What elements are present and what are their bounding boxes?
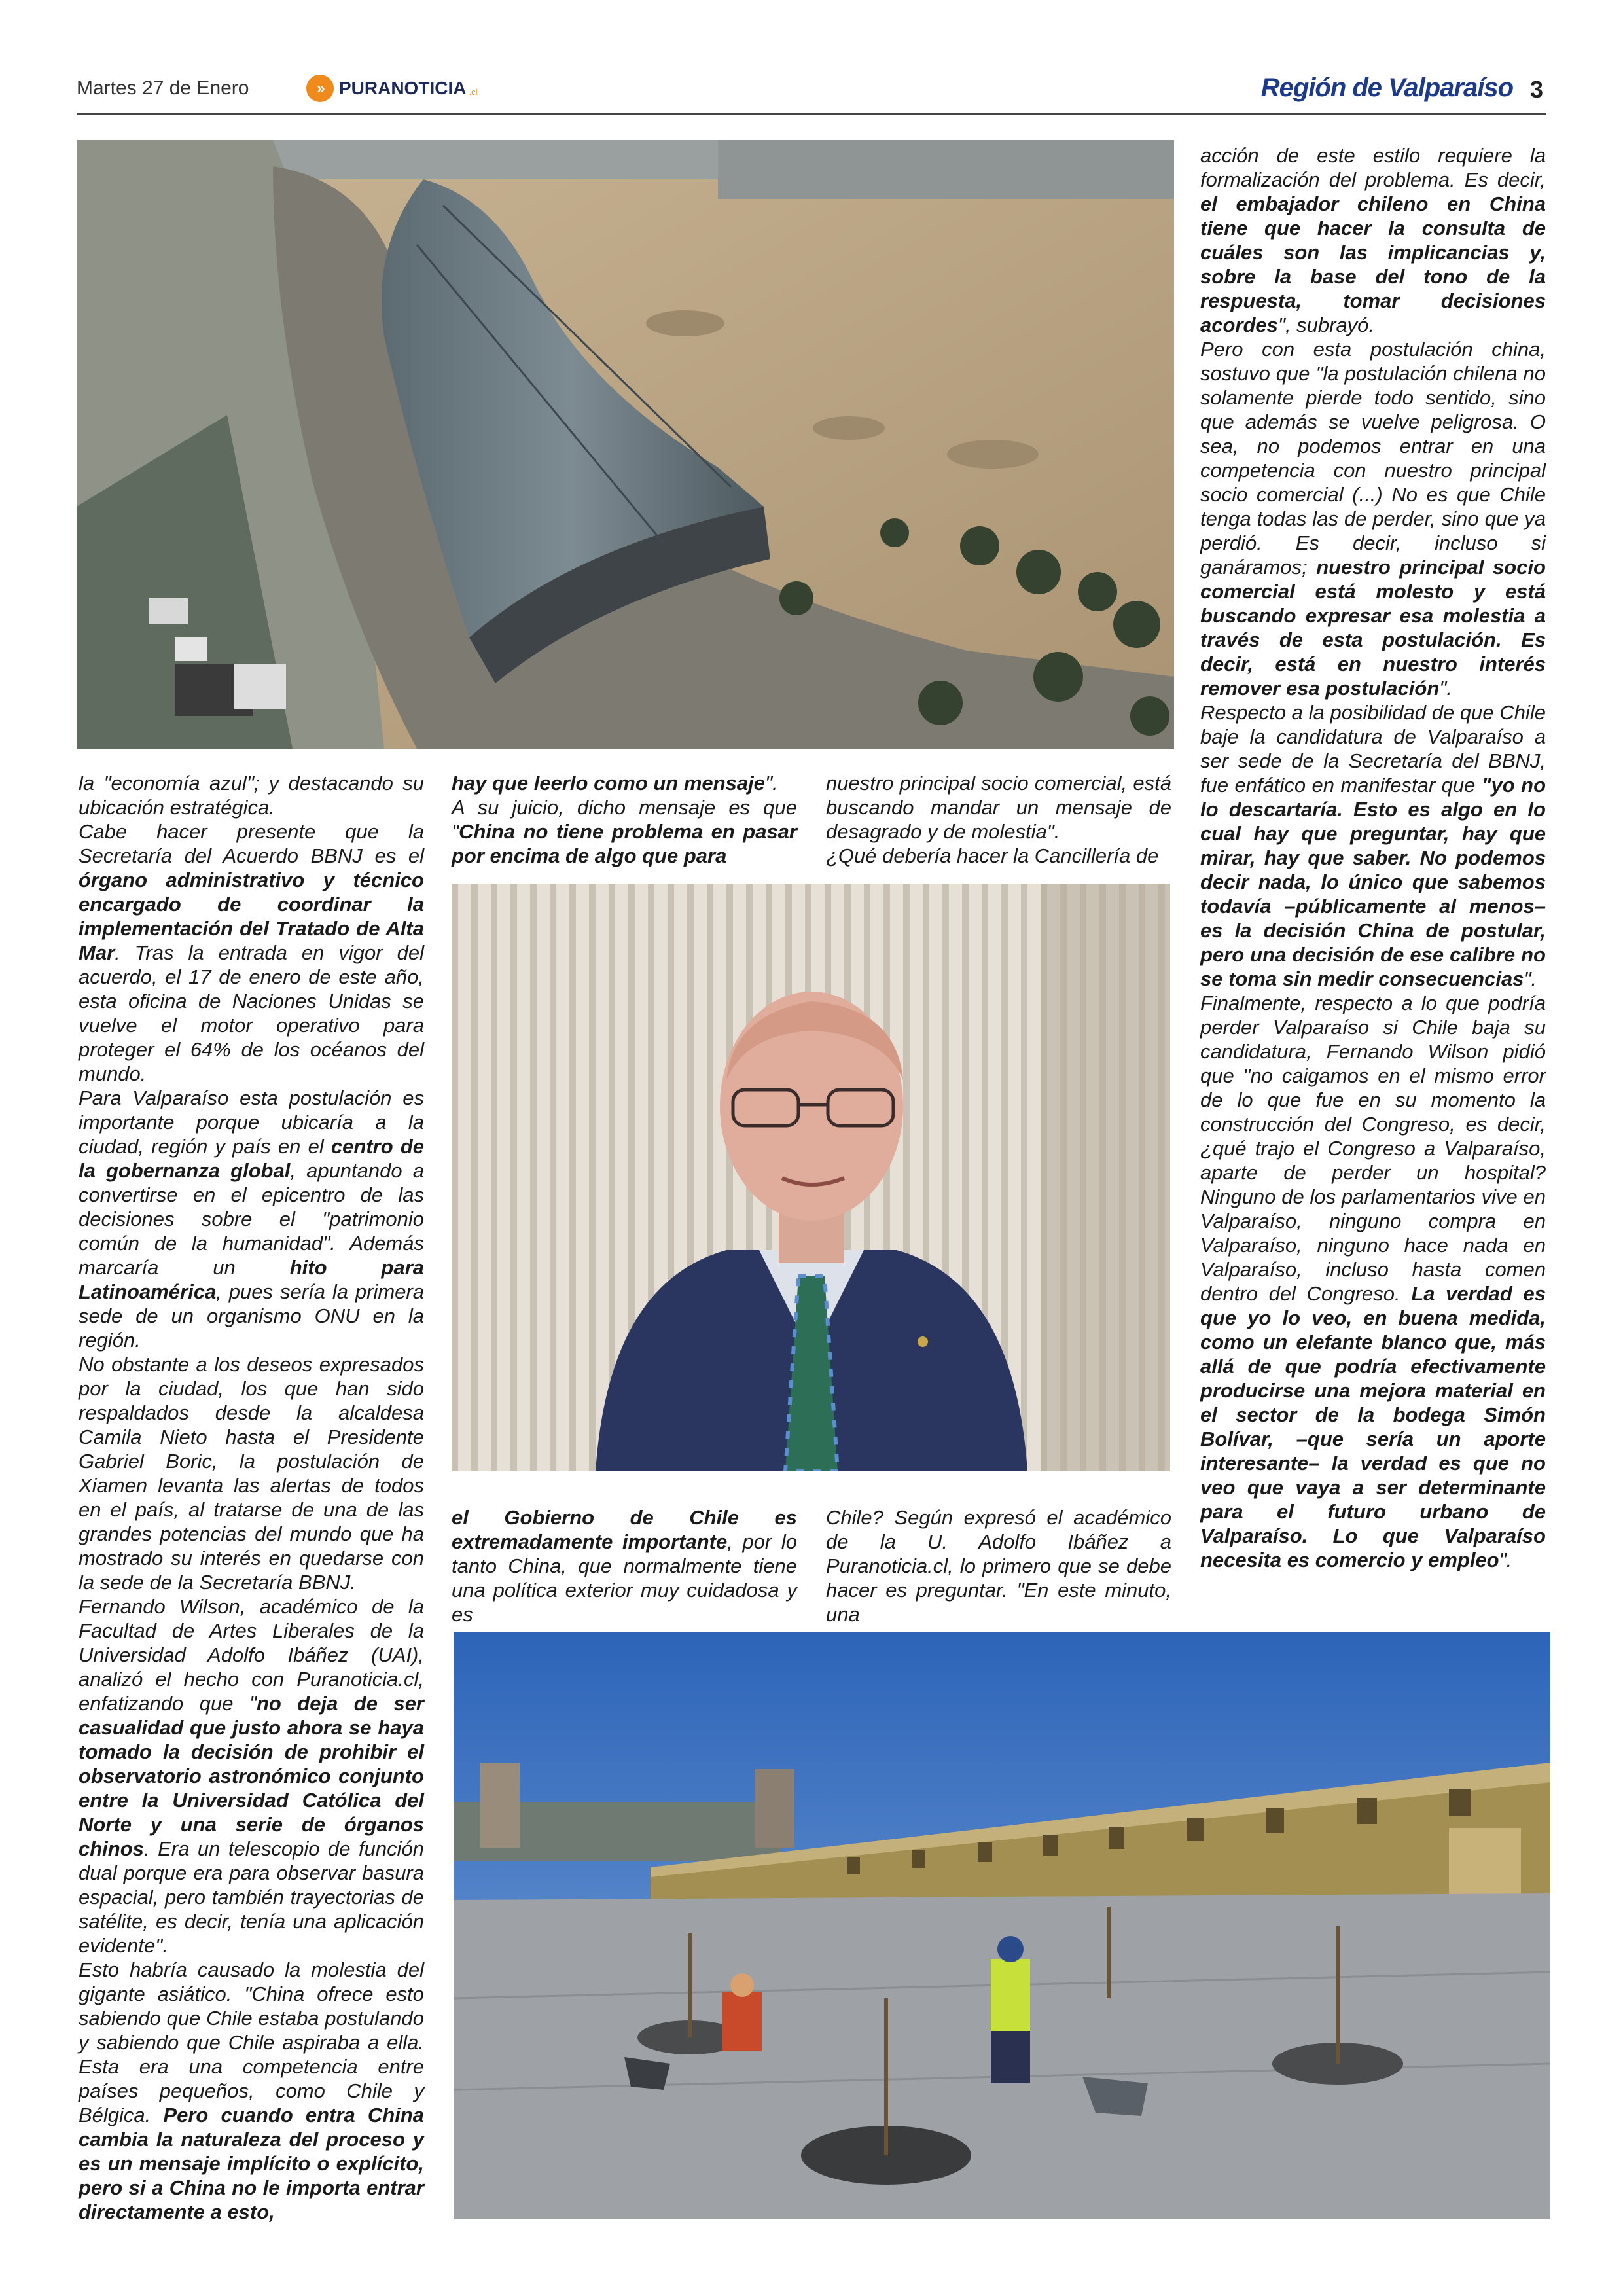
- text-run: Fernando Wilson, académico de la Facultad de Artes Liberales de la Universidad Adolfo Ibáñez (UAI), analizó el hecho con Puranoticia.cl, enfatizando que ": [79, 1595, 424, 1715]
- article-column-2-bottom: [452, 1505, 797, 1626]
- text-run: , pues sería la primera sede de un organismo ONU en la región.: [79, 1280, 424, 1352]
- text-run: No obstante a los deseos expresados por la ciudad, los que han sido respaldados desde la alcaldesa Camila Nieto hasta el Presidente Gabriel Boric, la postulación de Xiamen levanta las alertas de todos en el país, al tratarse de una de las grandes potencias del mundo que ha mostrado su interés en quedarse con la sede de la Secretaría BBNJ.: [79, 1353, 424, 1594]
- article-paragraph: [1200, 143, 1546, 337]
- bold-text-run: Pero cuando entra China cambia la naturaleza del proceso y es un mensaje implícito o explícito, pero si a China no le importa entrar directamente a esto,: [79, 2104, 424, 2223]
- article-paragraph: [452, 795, 797, 868]
- article-paragraph: [79, 1352, 424, 1594]
- article-paragraph: [826, 1505, 1171, 1626]
- logo-text: PURANOTICIA: [339, 78, 467, 98]
- text-run: ".: [1499, 1549, 1512, 1571]
- section-title: Región de Valparaíso: [1260, 73, 1513, 102]
- article-column-1: [79, 771, 424, 2224]
- text-run: ".: [1524, 967, 1537, 990]
- text-run: nuestro principal socio comercial, está buscando mandar un mensaje de desagrado y de molestia".: [826, 772, 1171, 843]
- article-paragraph: [79, 771, 424, 819]
- article-column-3-bottom: [826, 1505, 1171, 1626]
- bold-text-run: "yo no lo descartaría. Esto es algo en lo cual hay que preguntar, hay que mirar, hay que saber. No podemos decir nada, lo único que sabemos todavía –públicamente al menos– es la decisión China de postular, pero una decisión de ese calibre no se toma sin medir consecuencias: [1200, 774, 1546, 990]
- text-run: A su juicio, dicho mensaje es que ": [452, 796, 797, 843]
- portrait-fernando-wilson: [452, 884, 1170, 1471]
- article-paragraph: [452, 1505, 797, 1626]
- text-run: ", subrayó.: [1277, 314, 1375, 336]
- text-run: Para Valparaíso esta postulación es importante porque ubicaría a la ciudad, región y país en el: [79, 1086, 424, 1158]
- page-number: 3: [1530, 76, 1544, 103]
- article-paragraph: [1200, 337, 1546, 700]
- issue-date: Martes 27 de Enero: [77, 77, 249, 99]
- text-run: la "economía azul"; y destacando su ubicación estratégica.: [79, 772, 424, 819]
- text-run: acción de este estilo requiere la formalización del problema. Es decir,: [1200, 144, 1546, 191]
- bold-text-run: centro de la gobernanza global: [79, 1135, 424, 1182]
- text-run: ".: [764, 772, 778, 795]
- text-run: , apuntando a convertirse en el epicentro de las decisiones sobre el "patrimonio común de la humanidad". Además marcaría un: [79, 1159, 424, 1279]
- chevrons-icon: »: [306, 75, 334, 102]
- bold-text-run: nuestro principal socio comercial está molesto y está buscando expresar esa molestia a través de esta postulación. Es decir, está en nuestro interés remover esa postulación: [1200, 556, 1546, 700]
- article-paragraph: [826, 844, 1171, 868]
- article-column-2-top: [452, 771, 797, 868]
- bold-text-run: hay que leerlo como un mensaje: [452, 772, 765, 795]
- article-paragraph: [1200, 991, 1546, 1572]
- text-run: . Tras la entrada en vigor del acuerdo, el 17 de enero de este año, esta oficina de Naciones Unidas se vuelve el motor operativo para proteger el 64% de los océanos del mundo.: [79, 941, 424, 1085]
- bold-text-run: no deja de ser casualidad que justo ahora se haya tomado la decisión de prohibir el observatorio astronómico conjunto entre la Universidad Católica del Norte y una serie de órganos chinos: [79, 1692, 425, 1860]
- article-paragraph: [452, 771, 797, 795]
- article-paragraph: [79, 819, 424, 1086]
- text-run: Respecto a la posibilidad de que Chile baje la candidatura de Valparaíso a ser sede de la Secretaría del BBNJ, fue enfático en manifestar que: [1200, 701, 1546, 797]
- article-paragraph: [79, 1086, 424, 1352]
- publication-logo[interactable]: [306, 75, 477, 102]
- text-run: , por lo tanto China, que normalmente tiene una política exterior muy cuidadosa y es: [452, 1530, 797, 1626]
- bold-text-run: el embajador chileno en China tiene que hacer la consulta de cuáles son las implicancias y, sobre la base del tono de la respuesta, tomar decisiones acordes: [1200, 192, 1546, 336]
- text-run: . Era un telescopio de función dual porque era para observar basura espacial, pero también trayectorias de satélite, es decir, tenía una aplicación evidente".: [79, 1837, 424, 1957]
- bold-text-run: hito para Latinoamérica: [79, 1256, 424, 1303]
- article-paragraph: [826, 771, 1171, 844]
- article-paragraph: [79, 1958, 424, 2224]
- bold-text-run: el Gobierno de Chile es extremadamente importante: [452, 1506, 797, 1553]
- article-column-4: [1200, 143, 1546, 1572]
- header-rule: [77, 113, 1546, 115]
- aerial-warehouse-photo: [77, 140, 1174, 749]
- text-run: Chile? Según expresó el académico de la U. Adolfo Ibáñez a Puranoticia.cl, lo primero que se debe hacer es preguntar. "En este minuto, una: [826, 1506, 1171, 1626]
- text-run: Finalmente, respecto a lo que podría perder Valparaíso si Chile baja su candidatura, Fernando Wilson pidió que "no caigamos en el mismo error de lo que fue en su momento la construcción del Congreso, es decir, ¿qué trajo el Congreso a Valparaíso, aparte de perder un hospital? Ninguno de los parlamentarios vive en Valparaíso, ninguno compra en Valparaíso, ninguno hace nada en Valparaíso, incluso hasta comen dentro del Congreso.: [1200, 992, 1546, 1305]
- text-run: Cabe hacer presente que la Secretaría del Acuerdo BBNJ es el: [79, 820, 424, 867]
- article-paragraph: [1200, 700, 1546, 991]
- logo-domain: .cl: [469, 86, 478, 97]
- text-run: ¿Qué debería hacer la Cancillería de: [826, 844, 1159, 867]
- bold-text-run: La verdad es que yo lo veo, en buena medida, como un elefante blanco que, más allá de que podría efectivamente producirse una mejora material en el sector de la bodega Simón Bolívar, –que sería un aporte interesante– la verdad es que no veo que vaya a ser determinante para el futuro urbano de Valparaíso. Lo que Valparaíso necesita es comercio y empleo: [1200, 1282, 1546, 1571]
- article-column-3-top: [826, 771, 1171, 868]
- bold-text-run: órgano administrativo y técnico encargado de coordinar la implementación del Tratado de Alta Mar: [79, 869, 424, 964]
- text-run: ".: [1439, 677, 1452, 700]
- text-run: Pero con esta postulación china, sostuvo que "la postulación chilena no solamente pierde todo sentido, sino que además se vuelve peligrosa. O sea, no podemos entrar en una competencia con nuestro principal socio comercial (...) No es que Chile tenga todas las de perder, sino que ya perdió. Es decir, incluso si ganáramos;: [1200, 338, 1546, 579]
- workers-on-rooftop-photo: [454, 1632, 1550, 2219]
- text-run: Esto habría causado la molestia del gigante asiático. "China ofrece esto sabiendo que Chile estaba postulando y sabiendo que Chile aspiraba a ella. Esta era una competencia entre países pequeños, como Chile y Bélgica.: [79, 1958, 424, 2126]
- bold-text-run: China no tiene problema en pasar por encima de algo que para: [452, 820, 797, 867]
- article-paragraph: [79, 1594, 424, 1958]
